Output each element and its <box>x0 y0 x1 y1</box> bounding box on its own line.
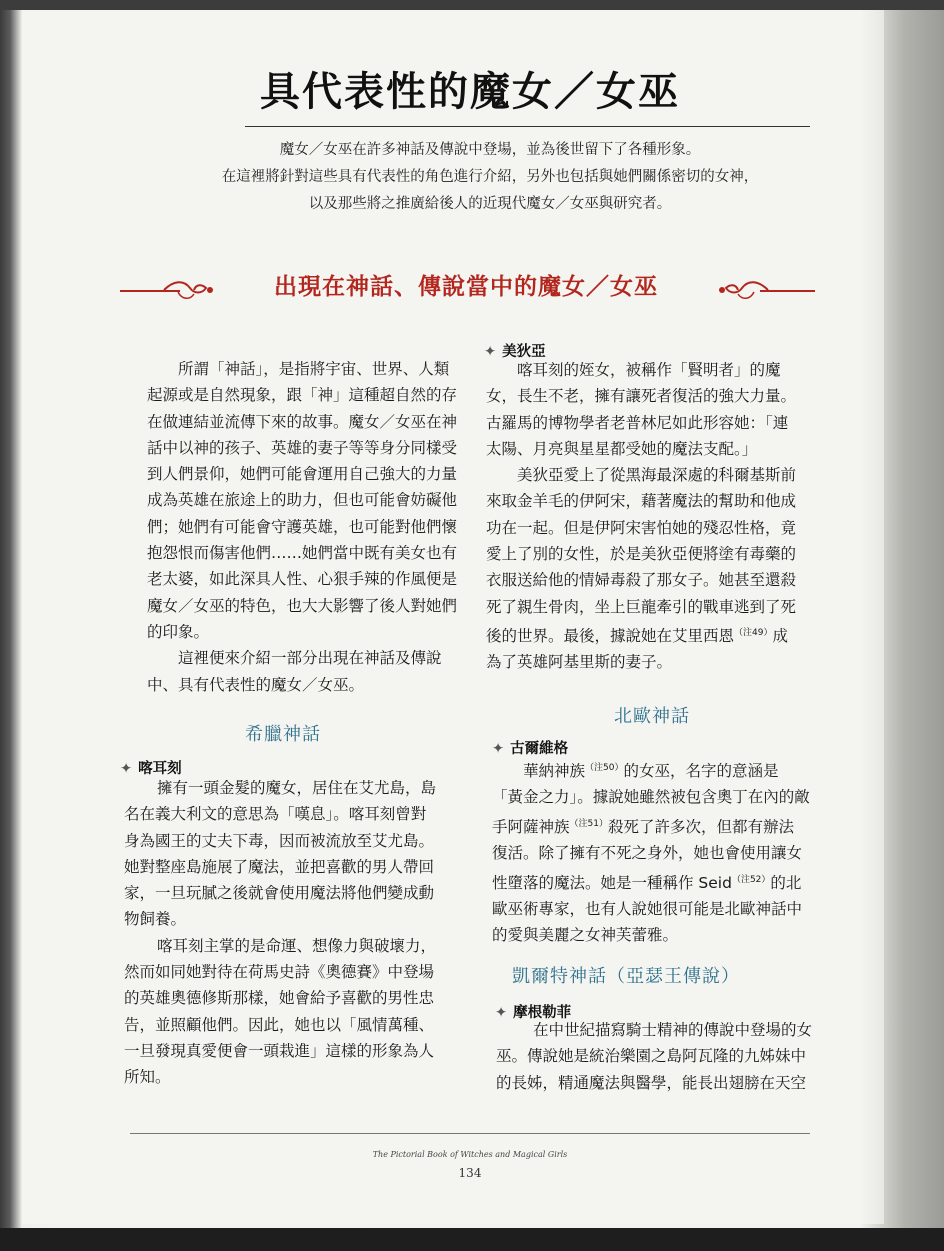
text-run: 的女巫，名字的意涵是 <box>623 762 779 781</box>
text-line: 的印象。 <box>147 622 210 641</box>
left-para-1 <box>147 356 457 698</box>
text-line: 們；她們有可能會守護英雄，也可能對他們懷 <box>147 517 458 536</box>
text-line: 喀耳刻的姪女，被稱作「賢明者」的魔 <box>517 361 781 379</box>
text-line: 所謂「神話」，是指將宇宙、世界、人類 <box>178 360 450 378</box>
text-line: 愛上了別的女性，於是美狄亞便將塗有毒藥的 <box>486 545 797 564</box>
text-run: 性墮落的魔法。她是一種稱作 Seid <box>492 873 732 892</box>
greek-myth-heading: 希臘神話 <box>245 724 321 745</box>
text-line: 名在義大利文的意思為「嘆息」。喀耳刻曾對 <box>124 805 427 824</box>
text-line: 美狄亞愛上了從黑海最深處的科爾基斯前 <box>517 466 797 485</box>
text-line: 復活。除了擁有不死之身外，她也會使用讓女 <box>492 844 803 863</box>
text-line: 來取金羊毛的伊阿宋，藉著魔法的幫助和他成 <box>486 492 797 511</box>
text-line: 功在一起。但是伊阿宋害怕她的殘忍性格，竟 <box>486 518 797 537</box>
text-line: 然而如同她對待在荷馬史詩《奧德賽》中登場 <box>124 963 435 982</box>
gullveig-name: 古爾維格 <box>510 741 569 757</box>
intro-line-3: 以及那些將之推廣給後人的近現代魔女／女巫與研究者。 <box>308 196 672 212</box>
text-line: 衣服送給他的情婦毒殺了那女子。她甚至還殺 <box>486 571 797 590</box>
text-line <box>492 867 822 896</box>
text-line: 告，並照顧他們。因此，她也以「風情萬種、 <box>124 1015 435 1034</box>
footnote-ref: （注50） <box>585 763 624 773</box>
text-line: 的愛與美麗之女神芙蕾雅。 <box>492 926 679 945</box>
text-run: 華納神族 <box>523 762 586 781</box>
text-line: 家，一旦玩膩之後就會使用魔法將他們變成動 <box>124 884 435 903</box>
medea-paragraphs <box>486 357 821 676</box>
text-line: 女，長生不老，擁有讓死者復活的強大力量。 <box>486 387 797 406</box>
circe-paragraphs <box>124 775 459 1091</box>
text-line: 在做連結並流傳下來的故事。魔女／女巫在神 <box>147 412 458 431</box>
text-line: 喀耳刻主掌的是命運、想像力與破壞力， <box>157 936 437 955</box>
text-line: 起源或是自然現象，跟「神」這種超自然的存 <box>147 386 458 405</box>
text-run: 手阿薩神族 <box>492 817 570 836</box>
text-run: 成 <box>772 627 788 646</box>
sparkle-icon: ✦ <box>495 1005 508 1021</box>
morgan-paragraph <box>496 1017 826 1096</box>
intro-line-2: 在這裡將針對這些具有代表性的角色進行介紹，另外也包括與她們關係密切的女神， <box>221 169 759 185</box>
text-line: 一旦發現真愛便會一頭栽進」這樣的形象為人 <box>124 1041 435 1060</box>
text-line: 太陽、月亮與星星都受她的魔法支配。」 <box>486 439 758 458</box>
morgan-name: 摩根勒菲 <box>513 1005 572 1021</box>
text-line: 歐巫術專家，也有人說她很可能是北歐神話中 <box>492 899 803 918</box>
gullveig-paragraph <box>492 755 822 949</box>
text-line: 為了英雄阿基里斯的妻子。 <box>486 653 673 672</box>
text-run: 後的世界。最後，據說她在艾里西恩 <box>486 627 735 646</box>
text-line: 老太婆，如此深具人性、心狠手辣的作風便是 <box>147 570 458 589</box>
footer-rule <box>130 1133 810 1134</box>
sparkle-icon: ✦ <box>484 344 497 360</box>
sparkle-icon: ✦ <box>492 741 505 757</box>
norse-myth-heading: 北歐神話 <box>614 706 690 727</box>
scan-bottom-edge <box>0 1228 944 1251</box>
text-line: 擁有一頭金髮的魔女，居住在艾尤島，島 <box>157 779 437 797</box>
sparkle-icon: ✦ <box>120 761 133 777</box>
ornament-line-right <box>760 290 815 292</box>
text-line: 所知。 <box>124 1068 171 1087</box>
text-line: 身為國王的丈夫下毒，因而被流放至艾尤島。 <box>124 831 435 850</box>
text-line: 死了親生骨肉，坐上巨龍牽引的戰車逃到了死 <box>486 597 797 616</box>
text-line: 她對整座島施展了魔法，並把喜歡的男人帶回 <box>124 857 435 876</box>
text-line: 物飼養。 <box>124 910 187 929</box>
text-line: 到人們景仰，她們可能會運用自己強大的力量 <box>147 465 458 484</box>
text-line: 魔女／女巫的特色，也大大影響了後人對她們 <box>147 596 458 615</box>
text-line: 的長姊，精通魔法與醫學，能長出翅膀在天空 <box>496 1073 807 1092</box>
text-line: 成為英雄在旅途上的助力，但也可能會妨礙他 <box>147 491 458 510</box>
title-underline <box>245 126 810 127</box>
page-gutter-shadow <box>860 10 944 1251</box>
text-line: 在中世紀描寫騎士精神的傳說中登場的女 <box>533 1021 813 1039</box>
text-line: 這裡便來介紹一部分出現在神話及傳說 <box>178 649 442 668</box>
text-line: 中、具有代表性的魔女／女巫。 <box>147 675 365 694</box>
scan-top-edge <box>0 0 944 10</box>
footnote-ref: （注52） <box>731 874 771 885</box>
flourish-right-icon <box>716 274 772 304</box>
section-heading: 出現在神話、傳說當中的魔女／女巫 <box>274 274 658 300</box>
page-number: 134 <box>458 1166 482 1180</box>
text-line <box>492 811 822 840</box>
circe-name: 喀耳刻 <box>138 761 182 777</box>
text-line <box>492 755 822 784</box>
text-line: 「黃金之力」。據說她雖然被包含奧丁在內的敵 <box>492 788 810 807</box>
text-line: 古羅馬的博物學者老普林尼如此形容她：「連 <box>486 413 789 432</box>
text-line: 巫。傳說她是統治樂園之島阿瓦隆的九姊妹中 <box>496 1047 807 1066</box>
text-run: 的北 <box>770 873 802 892</box>
intro-line-1: 魔女／女巫在許多神話及傳說中登場，並為後世留下了各種形象。 <box>279 142 701 158</box>
medea-name: 美狄亞 <box>502 344 546 360</box>
text-line: 的英雄奧德修斯那樣，她會給予喜歡的男性忠 <box>124 989 435 1008</box>
footer-book-title: The Pictorial Book of Witches and Magical Girls <box>372 1150 568 1159</box>
page-title: 具代表性的魔女／女巫 <box>260 68 680 115</box>
footnote-ref: （注49） <box>734 627 773 638</box>
text-line: 話中以神的孩子、英雄的妻子等等身分同樣受 <box>147 438 458 457</box>
footnote-ref: （注51） <box>569 818 608 829</box>
text-run: 殺死了許多次，但都有辦法 <box>607 817 794 836</box>
flourish-left-icon <box>160 274 216 304</box>
text-line <box>486 620 821 649</box>
text-line: 抱怨恨而傷害他們……她們當中既有美女也有 <box>147 544 458 563</box>
celtic-myth-heading: 凱爾特神話（亞瑟王傳說） <box>512 966 740 987</box>
